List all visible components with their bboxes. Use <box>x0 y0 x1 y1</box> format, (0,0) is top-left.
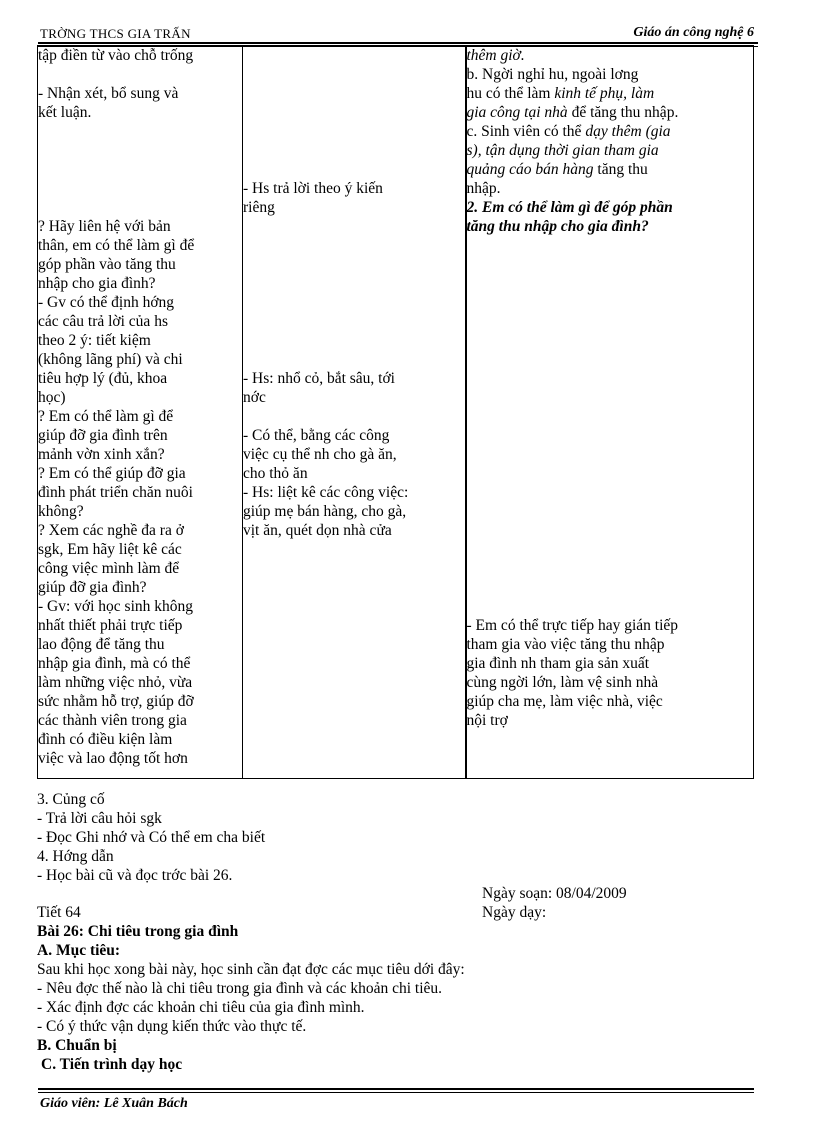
next-lesson-section <box>37 903 767 1074</box>
col1-line: góp phần vào tăng thu <box>38 256 176 273</box>
col3-line: nhập. <box>466 180 501 197</box>
lesson-title: Bài 26: Chi tiêu trong gia đình <box>37 923 239 940</box>
col1-line: giúp đỡ gia đình trên <box>38 427 168 444</box>
col1-line: ? Em có thể làm gì để <box>38 408 174 425</box>
col1-line: - Nhận xét, bổ sung và <box>38 85 179 102</box>
col3-line: s), tận dụng thời gian tham gia <box>466 142 659 159</box>
content-column <box>466 46 754 779</box>
teach-date: Ngày dạy: <box>482 904 547 921</box>
col1-line: tiêu hợp lý (đủ, khoa <box>38 370 168 387</box>
col3-line: hu có thể làm kinh tế phụ, làm <box>466 85 655 102</box>
col1-line: giúp đỡ gia đình? <box>38 579 147 596</box>
footer-rule <box>38 1088 754 1090</box>
col1-line: theo 2 ý: tiết kiệm <box>38 332 151 349</box>
section-heading: 2. Em có thể làm gì để góp phần <box>466 199 673 216</box>
col2-line: riêng <box>243 199 275 216</box>
col1-line: (không lãng phí) và chi <box>38 351 183 368</box>
col1-line: - Gv có thể định hớng <box>38 294 175 311</box>
header-rule <box>38 42 758 44</box>
col2-line: vịt ăn, quét dọn nhà cửa <box>243 522 392 539</box>
prep-date: Ngày soạn: 08/04/2009 <box>482 885 627 902</box>
col1-line: sgk, Em hãy liệt kê các <box>38 541 182 558</box>
body-line: - Học bài cũ và đọc trớc bài 26. <box>37 867 233 884</box>
col2-line: cho thỏ ăn <box>243 465 308 482</box>
student-activity-column <box>243 46 466 779</box>
col1-line: mảnh vờn xinh xắn? <box>38 446 165 463</box>
col2-line: - Hs: nhổ cỏ, bắt sâu, tới <box>243 370 395 387</box>
col1-line: đình phát triển chăn nuôi <box>38 484 193 501</box>
col1-line: làm những việc nhỏ, vừa <box>38 674 193 691</box>
school-name: TRỜNG THCS GIA TRẤN <box>40 26 191 41</box>
col3-line: thêm giờ. <box>466 47 525 64</box>
col3-line: c. Sinh viên có thể dạy thêm (gia <box>466 123 671 140</box>
col2-line: - Có thể, bằng các công <box>243 427 390 444</box>
col1-line: sức nhằm hỗ trợ, giúp đỡ <box>38 693 194 710</box>
col2-line: việc cụ thể nh cho gà ăn, <box>243 446 397 463</box>
col1-line: lao động để tăng thu <box>38 636 165 653</box>
teacher-name: Giáo viên: Lê Xuân Bách <box>40 1096 188 1111</box>
preparation-heading: B. Chuẩn bị <box>37 1037 117 1054</box>
col3-line: gia công tại nhà để tăng thu nhập. <box>466 104 679 121</box>
col3-line: cùng ngời lớn, làm vệ sinh nhà <box>466 674 659 691</box>
col3-line: giúp cha mẹ, làm việc nhà, việc <box>466 693 663 710</box>
col2-line: - Hs: liệt kê các công việc: <box>243 484 409 501</box>
col1-line: ? Xem các nghề đa ra ở <box>38 522 184 539</box>
col2-line: nớc <box>243 389 266 406</box>
col1-line: thân, em có thể làm gì để <box>38 237 195 254</box>
col1-line: các thành viên trong gia <box>38 712 187 729</box>
teacher-activity-column <box>38 46 243 779</box>
col3-line: nội trợ <box>466 712 508 729</box>
body-line: - Nêu đợc thế nào là chi tiêu trong gia đình và các khoản chi tiêu. <box>37 980 443 997</box>
col1-line: không? <box>38 503 84 520</box>
body-line: Sau khi học xong bài này, học sinh cần đạt đợc các mục tiêu dới đây: <box>37 961 465 978</box>
footer-rule-thin <box>38 1092 754 1093</box>
col3-line: quảng cáo bán hàng tăng thu <box>466 161 648 178</box>
col2-line: giúp mẹ bán hàng, cho gà, <box>243 503 407 520</box>
body-line: 4. Hớng dẫn <box>37 848 114 865</box>
process-heading: C. Tiến trình dạy học <box>41 1056 183 1073</box>
body-line: - Trả lời câu hỏi sgk <box>37 810 162 827</box>
objectives-heading: A. Mục tiêu: <box>37 942 121 959</box>
col1-line: việc và lao động tốt hơn <box>38 750 188 767</box>
col1-line: nhất thiết phải trực tiếp <box>38 617 183 634</box>
col1-line: đình có điều kiện làm <box>38 731 173 748</box>
col2-line: - Hs trả lời theo ý kiến <box>243 180 383 197</box>
col1-line: các câu trả lời của hs <box>38 313 168 330</box>
col1-line: - Gv: với học sinh không <box>38 598 194 615</box>
section-heading: tăng thu nhập cho gia đình? <box>466 218 649 235</box>
col1-line: học) <box>38 389 66 406</box>
col3-line: - Em có thể trực tiếp hay gián tiếp <box>466 617 679 634</box>
col1-line: ? Em có thể giúp đỡ gia <box>38 465 186 482</box>
consolidation-section <box>37 790 757 885</box>
col1-line: tập điền từ vào chỗ trống <box>38 47 194 64</box>
body-line: - Có ý thức vận dụng kiến thức vào thực tế. <box>37 1018 307 1035</box>
body-line: - Đọc Ghi nhớ và Có thể em cha biết <box>37 829 266 846</box>
col1-line: kết luận. <box>38 104 92 121</box>
period-label: Tiết 64 <box>37 904 81 921</box>
col1-line: công việc mình làm để <box>38 560 180 577</box>
col3-line: b. Ngời nghỉ hu, ngoài lơng <box>466 66 639 83</box>
col1-line: nhập cho gia đình? <box>38 275 156 292</box>
body-line: 3. Củng cố <box>37 791 105 808</box>
body-line: - Xác định đợc các khoản chi tiêu của gia đình mình. <box>37 999 365 1016</box>
col1-line: ? Hãy liên hệ với bản <box>38 218 171 235</box>
col1-line: nhập gia đình, mà có thể <box>38 655 191 672</box>
lesson-activity-table <box>37 45 754 779</box>
col3-line: tham gia vào việc tăng thu nhập <box>466 636 665 653</box>
subject-title: Giáo án công nghệ 6 <box>633 25 754 40</box>
col3-line: gia đình nh tham gia sản xuất <box>466 655 650 672</box>
